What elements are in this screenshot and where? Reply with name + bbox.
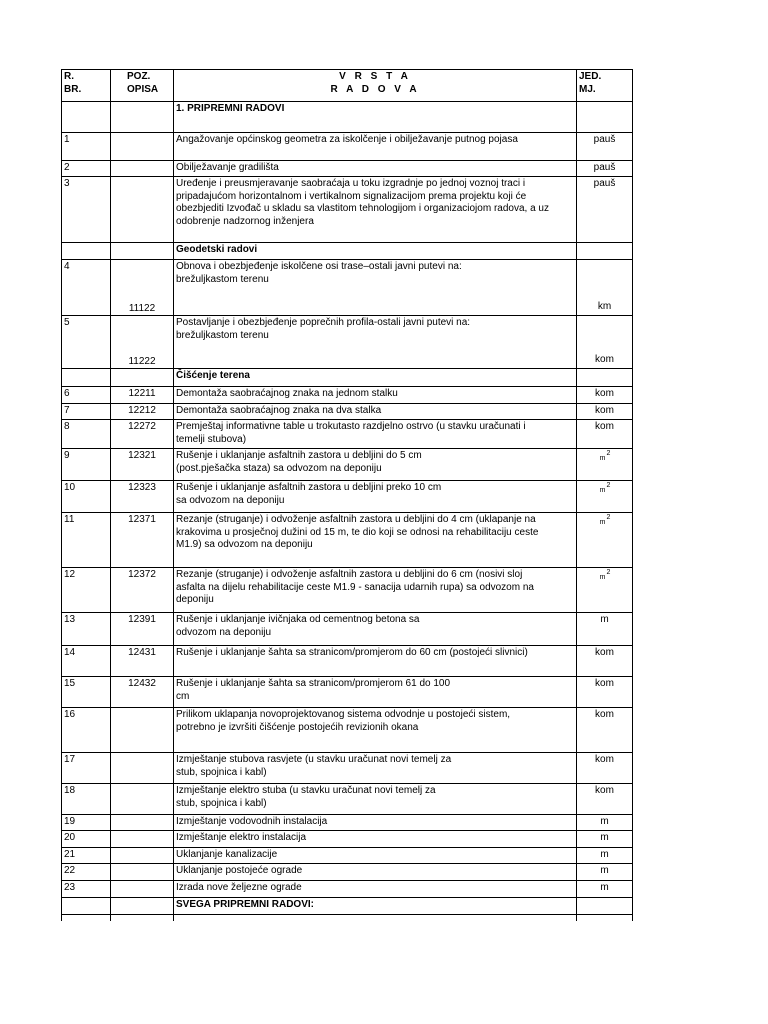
unit-label bbox=[599, 569, 611, 581]
jed-cell bbox=[577, 898, 633, 915]
work-description bbox=[174, 864, 577, 881]
unit-of-measure: kom bbox=[577, 387, 633, 404]
table-row bbox=[62, 784, 633, 815]
row-number: 1 bbox=[62, 133, 111, 161]
description-line: asfalta na dijelu rehabilitacije ceste M1.9 - sanacija udarnih rupa) sa odvozom na bbox=[176, 581, 534, 593]
unit-base: m bbox=[599, 487, 606, 494]
table-row bbox=[62, 677, 633, 708]
row-number: 5 bbox=[62, 316, 111, 369]
work-description bbox=[174, 481, 577, 513]
description-line: cm bbox=[176, 690, 190, 702]
section-row bbox=[62, 243, 633, 260]
jed-cell bbox=[577, 243, 633, 260]
work-description bbox=[174, 420, 577, 449]
description-line: krakovima u prosječnoj dužini od 15 m, te dio koji se odnosi na rehabilitaciju ceste bbox=[176, 526, 539, 538]
unit-of-measure: m bbox=[577, 881, 633, 898]
position-code: 11222 bbox=[111, 316, 174, 369]
work-description bbox=[174, 881, 577, 898]
header-poz-line1: POZ. bbox=[127, 71, 151, 82]
row-number: 20 bbox=[62, 831, 111, 848]
description-line: brežuljkastom terenu bbox=[176, 273, 269, 285]
table-row bbox=[62, 387, 633, 404]
position-code bbox=[111, 177, 174, 243]
unit-of-measure: pauš bbox=[577, 161, 633, 177]
empty-cell bbox=[111, 915, 174, 921]
table-row bbox=[62, 708, 633, 753]
header-poz-line2: OPISA bbox=[127, 83, 159, 95]
table-row bbox=[62, 481, 633, 513]
row-number: 21 bbox=[62, 848, 111, 864]
row-number: 11 bbox=[62, 513, 111, 568]
empty-cell bbox=[577, 915, 633, 921]
jed-cell bbox=[577, 102, 633, 133]
description-line: Postavljanje i obezbjeđenje poprečnih profila-ostali javni putevi na: bbox=[176, 317, 471, 328]
description-line: Rušenje i uklanjanje asfaltnih zastora u debljini do 5 cm bbox=[176, 450, 422, 461]
description-line: Prilikom uklapanja novoprojektovanog sistema odvodnje u postojeći sistem, bbox=[176, 709, 511, 720]
row-number: 15 bbox=[62, 677, 111, 708]
row-number: 16 bbox=[62, 708, 111, 753]
table-row bbox=[62, 133, 633, 161]
work-description bbox=[174, 133, 577, 161]
description-line: Uklanjanje postojeće ograde bbox=[176, 865, 303, 876]
position-code bbox=[111, 161, 174, 177]
position-code bbox=[111, 815, 174, 831]
position-code: 12371 bbox=[111, 513, 174, 568]
unit-base: m bbox=[599, 455, 606, 462]
table-tail-row bbox=[62, 915, 633, 921]
unit-of-measure: kom bbox=[577, 784, 633, 815]
unit-of-measure bbox=[577, 513, 633, 568]
unit-of-measure: pauš bbox=[577, 177, 633, 243]
table-row bbox=[62, 260, 633, 316]
section-title: Geodetski radovi bbox=[174, 243, 577, 260]
table-row bbox=[62, 646, 633, 677]
row-number: 8 bbox=[62, 420, 111, 449]
poz-cell bbox=[111, 369, 174, 387]
header-vrsta-line1: V R S T A bbox=[339, 71, 411, 82]
description-line: odobrenje nadzornog inženjera bbox=[176, 215, 314, 227]
work-description bbox=[174, 677, 577, 708]
description-line: Uređenje i preusmjeravanje saobraćaja u toku izgradnje po jednoj voznoj traci i bbox=[176, 178, 526, 189]
row-number: 23 bbox=[62, 881, 111, 898]
row-number: 19 bbox=[62, 815, 111, 831]
unit-exponent: 2 bbox=[606, 482, 611, 489]
unit-base: m bbox=[599, 574, 606, 581]
position-code: 12321 bbox=[111, 449, 174, 481]
description-line: Izmještanje elektro stuba (u stavku uračunat novi temelj za bbox=[176, 785, 436, 796]
empty-cell bbox=[62, 915, 111, 921]
unit-exponent: 2 bbox=[606, 514, 611, 521]
table-row bbox=[62, 881, 633, 898]
description-line: deponiju bbox=[176, 594, 214, 605]
description-line: (post.pješačka staza) sa odvozom na deponiju bbox=[176, 462, 382, 474]
section-title: 1. PRIPREMNI RADOVI bbox=[174, 102, 577, 133]
table-row bbox=[62, 316, 633, 369]
empty-cell bbox=[174, 915, 577, 921]
unit-of-measure: pauš bbox=[577, 133, 633, 161]
position-code: 12431 bbox=[111, 646, 174, 677]
unit-of-measure: kom bbox=[577, 316, 633, 369]
position-code: 12432 bbox=[111, 677, 174, 708]
row-number: 13 bbox=[62, 613, 111, 646]
row-number: 7 bbox=[62, 404, 111, 420]
work-description bbox=[174, 161, 577, 177]
description-line: pripadajućom horizontalnom i vertikalnom signalizacijom prema projektu koji će bbox=[176, 190, 527, 202]
work-description bbox=[174, 568, 577, 613]
description-line: Obnova i obezbjeđenje iskolčene osi trase–ostali javni putevi na: bbox=[176, 261, 462, 272]
position-code bbox=[111, 881, 174, 898]
description-line: obezbjediti Izvođač u skladu sa vlastitom tehnologijom i organizaciojom radova, a uz bbox=[176, 203, 549, 214]
header-jed-cell bbox=[577, 70, 633, 102]
table-row bbox=[62, 613, 633, 646]
poz-cell bbox=[111, 898, 174, 915]
table-row bbox=[62, 848, 633, 864]
header-vrsta-cell bbox=[174, 70, 577, 102]
row-number: 22 bbox=[62, 864, 111, 881]
description-line: Angažovanje općinskog geometra za iskolčenje i obilježavanje putnog pojasa bbox=[176, 134, 518, 145]
unit-of-measure: kom bbox=[577, 420, 633, 449]
description-line: Rušenje i uklanjanje ivičnjaka od cementnog betona sa bbox=[176, 614, 420, 625]
position-code: 12391 bbox=[111, 613, 174, 646]
position-code: 12212 bbox=[111, 404, 174, 420]
table-header-row bbox=[62, 70, 633, 102]
header-rb-line1: R. bbox=[64, 71, 74, 82]
work-description bbox=[174, 513, 577, 568]
unit-of-measure: kom bbox=[577, 404, 633, 420]
position-code: 12211 bbox=[111, 387, 174, 404]
description-line: Rezanje (struganje) i odvoženje asfaltnih zastora u debljini do 4 cm (uklapanje na bbox=[176, 514, 536, 525]
row-number: 4 bbox=[62, 260, 111, 316]
unit-of-measure: m bbox=[577, 848, 633, 864]
work-description bbox=[174, 449, 577, 481]
unit-of-measure: m bbox=[577, 864, 633, 881]
description-line: Rušenje i uklanjanje asfaltnih zastora u debljini preko 10 cm bbox=[176, 482, 442, 493]
rb-cell bbox=[62, 898, 111, 915]
position-code: 12372 bbox=[111, 568, 174, 613]
row-number: 3 bbox=[62, 177, 111, 243]
description-line: Demontaža saobraćajnog znaka na dva stalka bbox=[176, 405, 382, 416]
position-code bbox=[111, 753, 174, 784]
header-rb-line2: BR. bbox=[64, 83, 82, 95]
work-description bbox=[174, 387, 577, 404]
header-poz-cell bbox=[111, 70, 174, 102]
work-description bbox=[174, 404, 577, 420]
unit-of-measure: kom bbox=[577, 708, 633, 753]
unit-of-measure: m bbox=[577, 613, 633, 646]
unit-label bbox=[599, 450, 611, 462]
work-description bbox=[174, 260, 577, 316]
rb-cell bbox=[62, 243, 111, 260]
row-number: 9 bbox=[62, 449, 111, 481]
row-number: 14 bbox=[62, 646, 111, 677]
description-line: Premještaj informativne table u trokutasto razdjelno ostrvo (u stavku uračunati i bbox=[176, 421, 526, 432]
description-line: temelji stubova) bbox=[176, 433, 247, 445]
table-row bbox=[62, 177, 633, 243]
description-line: sa odvozom na deponiju bbox=[176, 494, 285, 506]
section-title: SVEGA PRIPREMNI RADOVI: bbox=[174, 898, 577, 915]
section-title: Čišćenje terena bbox=[174, 369, 577, 387]
description-line: stub, spojnica i kabl) bbox=[176, 797, 267, 809]
table-row bbox=[62, 831, 633, 848]
header-jed-line2: MJ. bbox=[579, 83, 596, 95]
table-row bbox=[62, 420, 633, 449]
description-line: potrebno je izvršiti čišćenje postojećih revizionih okana bbox=[176, 721, 419, 733]
section-row bbox=[62, 898, 633, 915]
row-number: 17 bbox=[62, 753, 111, 784]
unit-of-measure bbox=[577, 449, 633, 481]
table-row bbox=[62, 864, 633, 881]
table-row bbox=[62, 404, 633, 420]
position-code bbox=[111, 831, 174, 848]
position-code bbox=[111, 784, 174, 815]
description-line: Uklanjanje kanalizacije bbox=[176, 849, 278, 860]
unit-of-measure: m bbox=[577, 815, 633, 831]
row-number: 10 bbox=[62, 481, 111, 513]
table-row bbox=[62, 815, 633, 831]
unit-of-measure: m bbox=[577, 831, 633, 848]
description-line: odvozom na deponiju bbox=[176, 626, 272, 638]
unit-of-measure: kom bbox=[577, 753, 633, 784]
row-number: 18 bbox=[62, 784, 111, 815]
unit-label bbox=[599, 514, 611, 526]
unit-exponent: 2 bbox=[606, 569, 611, 576]
work-description bbox=[174, 177, 577, 243]
position-code bbox=[111, 864, 174, 881]
section-row bbox=[62, 369, 633, 387]
unit-of-measure bbox=[577, 568, 633, 613]
table-row bbox=[62, 449, 633, 481]
unit-of-measure: kom bbox=[577, 677, 633, 708]
unit-of-measure: km bbox=[577, 260, 633, 316]
position-code bbox=[111, 848, 174, 864]
bill-of-quantities-sheet bbox=[61, 69, 632, 921]
description-line: Rušenje i uklanjanje šahta sa stranicom/promjerom 61 do 100 bbox=[176, 678, 451, 689]
work-description bbox=[174, 815, 577, 831]
row-number: 12 bbox=[62, 568, 111, 613]
description-line: Izmještanje stubova rasvjete (u stavku uračunat novi temelj za bbox=[176, 754, 452, 765]
table-row bbox=[62, 161, 633, 177]
unit-of-measure bbox=[577, 481, 633, 513]
description-line: M1.9) sa odvozom na deponiju bbox=[176, 539, 313, 550]
position-code: 12323 bbox=[111, 481, 174, 513]
description-line: brežuljkastom terenu bbox=[176, 329, 269, 341]
header-jed-line1: JED. bbox=[579, 71, 602, 82]
bill-of-quantities-table bbox=[61, 69, 633, 921]
description-line: Obilježavanje gradilišta bbox=[176, 162, 279, 173]
description-line: Izrada nove željezne ograde bbox=[176, 882, 302, 893]
work-description bbox=[174, 708, 577, 753]
unit-exponent: 2 bbox=[606, 450, 611, 457]
table-row bbox=[62, 568, 633, 613]
row-number: 2 bbox=[62, 161, 111, 177]
unit-label bbox=[599, 482, 611, 494]
header-vrsta-line2: R A D O V A bbox=[330, 83, 420, 95]
work-description bbox=[174, 646, 577, 677]
work-description bbox=[174, 753, 577, 784]
table-row bbox=[62, 513, 633, 568]
description-line: Rušenje i uklanjanje šahta sa stranicom/promjerom do 60 cm (postojeći slivnici) bbox=[176, 647, 528, 658]
unit-base: m bbox=[599, 519, 606, 526]
description-line: Izmještanje vodovodnih instalacija bbox=[176, 816, 328, 827]
description-line: stub, spojnica i kabl) bbox=[176, 766, 267, 778]
position-code: 11122 bbox=[111, 260, 174, 316]
work-description bbox=[174, 316, 577, 369]
jed-cell bbox=[577, 369, 633, 387]
header-rb-cell bbox=[62, 70, 111, 102]
work-description bbox=[174, 848, 577, 864]
section-row bbox=[62, 102, 633, 133]
work-description bbox=[174, 831, 577, 848]
rb-cell bbox=[62, 369, 111, 387]
work-description bbox=[174, 613, 577, 646]
work-description bbox=[174, 784, 577, 815]
unit-of-measure: kom bbox=[577, 646, 633, 677]
row-number: 6 bbox=[62, 387, 111, 404]
table-row bbox=[62, 753, 633, 784]
position-code bbox=[111, 133, 174, 161]
position-code: 12272 bbox=[111, 420, 174, 449]
poz-cell bbox=[111, 243, 174, 260]
description-line: Izmještanje elektro instalacija bbox=[176, 832, 307, 843]
poz-cell bbox=[111, 102, 174, 133]
rb-cell bbox=[62, 102, 111, 133]
description-line: Rezanje (struganje) i odvoženje asfaltnih zastora u debljini do 6 cm (nosivi sloj bbox=[176, 569, 523, 580]
description-line: Demontaža saobraćajnog znaka na jednom stalku bbox=[176, 388, 398, 399]
position-code bbox=[111, 708, 174, 753]
